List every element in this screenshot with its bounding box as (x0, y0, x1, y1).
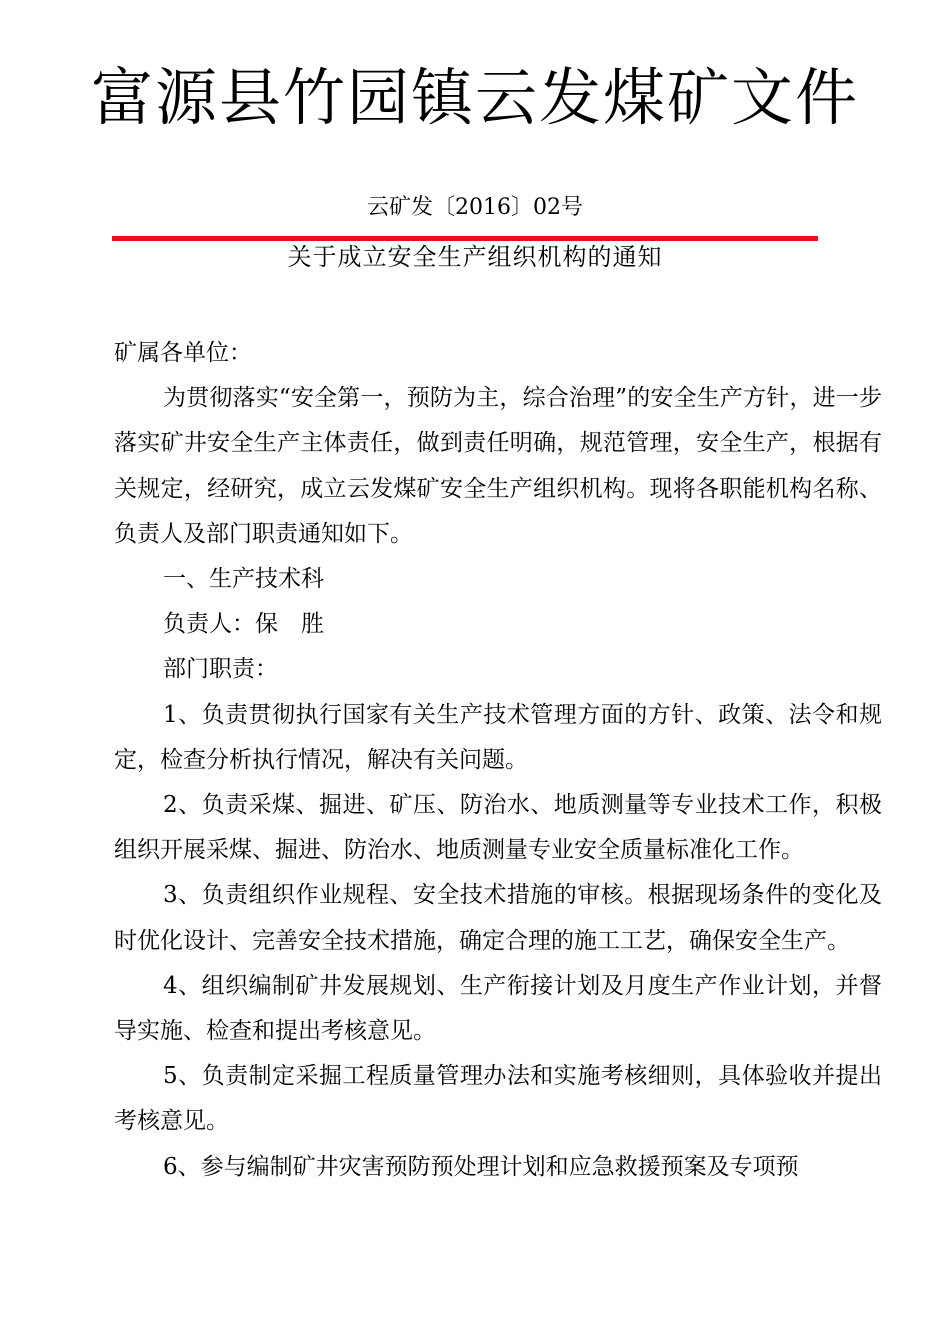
document-body (114, 331, 882, 1190)
duty-item: 2、负责采煤、掘进、矿压、防治水、地质测量等专业技术工作，积极组织开展采煤、掘进、防治水、地质测量专业安全质量标准化工作。 (114, 792, 882, 864)
salutation: 矿属各单位： (114, 340, 252, 366)
org-title: 富源县竹园镇云发煤矿文件 (90, 61, 859, 134)
duties-label: 部门职责： (163, 656, 278, 683)
duty-item: 6、参与编制矿井灾害预防预处理计划和应急救援预案及专项预 (163, 1153, 799, 1180)
intro-paragraph: 为贯彻落实“安全第一，预防为主，综合治理”的安全生产方针，进一步落实矿井安全生产主体责任，做到责任明确，规范管理，安全生产，根据有关规定，经研究，成立云发煤矿安全生产组织机构。现将各职能机构名称、负责人及部门职责通知如下。 (114, 385, 882, 547)
document-number: 云矿发〔2016〕02号 (367, 195, 583, 220)
duty-item: 4、组织编制矿井发展规划、生产衔接计划及月度生产作业计划，并督导实施、检查和提出考核意见。 (114, 972, 882, 1045)
duty-item: 5、负责制定采掘工程质量管理办法和实施考核细则，具体验收并提出考核意见。 (114, 1063, 882, 1135)
notice-title: 关于成立安全生产组织机构的通知 (287, 243, 663, 271)
responsible-person: 负责人：保 胜 (163, 611, 324, 638)
duty-item: 1、负责贯彻执行国家有关生产技术管理方面的方针、政策、法令和规定，检查分析执行情况，解决有关问题。 (114, 701, 882, 773)
section-heading: 一、生产技术科 (163, 566, 324, 593)
duty-item: 3、负责组织作业规程、安全技术措施的审核。根据现场条件的变化及时优化设计、完善安全技术措施，确定合理的施工工艺，确保安全生产。 (114, 882, 882, 954)
